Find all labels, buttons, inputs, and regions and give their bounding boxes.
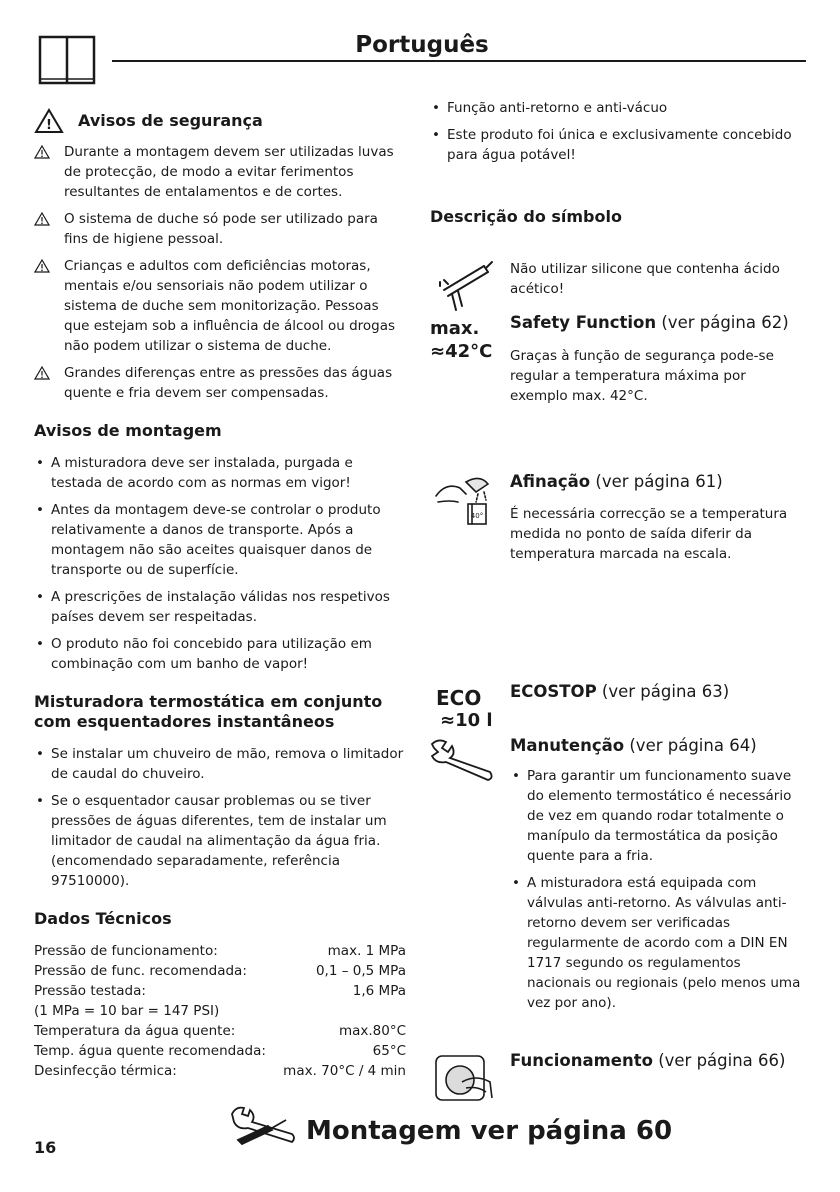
tools-icon — [228, 1104, 298, 1148]
svg-text:!: ! — [46, 118, 52, 133]
thermo-list — [34, 744, 406, 891]
tech-table — [34, 941, 406, 1081]
list-item: • O produto não foi concebido para utilização em combinação com um banho de vapor! — [34, 634, 406, 674]
afinacao-text: É necessária correcção se a temperatura medida no ponto de saída diferir da temperatura marcada na escala. — [510, 506, 788, 562]
list-item: • A misturadora deve ser instalada, purgada e testada de acordo com as normas em vigor! — [34, 453, 406, 493]
footer-title: Montagem ver página 60 — [306, 1116, 673, 1146]
tech-heading: Dados Técnicos — [34, 909, 172, 928]
safety-list — [34, 142, 406, 403]
manutencao-title: Manutenção (ver página 64) — [510, 736, 757, 755]
list-item: • Para garantir um funcionamento suave do elemento termostático é necessário de vez em quando rodar totalmente o manípulo da termostática da posição quente para a fria. — [510, 766, 806, 866]
spec-row: (1 MPa = 10 bar = 147 PSI) — [34, 1003, 220, 1019]
book-icon — [38, 35, 96, 85]
safety-function-text: Graças à função de segurança pode-se regular a temperatura máxima por exemplo max. 42°C. — [510, 348, 774, 404]
safety-function-title: Safety Function (ver página 62) — [510, 313, 789, 332]
safety-heading-row — [34, 108, 406, 134]
ecostop-title: ECOSTOP (ver página 63) — [510, 682, 730, 701]
assembly-list — [34, 453, 406, 674]
wrench-icon — [428, 738, 496, 782]
silicone-gun-icon — [438, 258, 494, 314]
feature-list — [430, 98, 806, 172]
calibration-icon — [432, 472, 494, 528]
list-item: • A misturadora está equipada com válvulas anti-retorno. As válvulas anti-retorno devem ser verificadas regularmente de acordo com a DIN EN 1717 segundo os regulamentos nacionais ou regionais (pelo menos uma vez por ano). — [510, 873, 806, 1013]
list-item: • Antes da montagem deve-se controlar o produto relativamente a danos de transporte. Após a montagem não são aceites quaisquer danos de transporte ou de superfície. — [34, 500, 406, 580]
symbol-heading: Descrição do símbolo — [430, 207, 622, 226]
spec-row: Pressão testada: 1,6 MPa — [34, 983, 406, 999]
warning-icon — [34, 145, 50, 159]
eco-label: ECO — [436, 686, 482, 710]
list-item: Crianças e adultos com deficiências motoras, mentais e/ou sensoriais não podem utilizar o sistema de duche sem monitorização. Pessoas que estejam sob a influência de álcool ou drogas não podem utilizar o sistema de duche. — [34, 256, 406, 356]
warning-icon — [34, 366, 50, 380]
spec-row: Pressão de func. recomendada: 0,1 – 0,5 MPa — [34, 963, 406, 979]
warning-icon — [34, 259, 50, 273]
page-number: 16 — [34, 1138, 57, 1157]
spec-row: Temperatura da água quente: max.80°C — [34, 1023, 406, 1039]
list-item: O sistema de duche só pode ser utilizado para fins de higiene pessoal. — [34, 209, 406, 249]
temp-label: ≈42°C — [430, 341, 493, 362]
spec-row: Desinfecção térmica: max. 70°C / 4 min — [34, 1063, 406, 1079]
max-label: max. — [430, 318, 480, 339]
list-item: • Se o esquentador causar problemas ou se tiver pressões de águas diferentes, tem de instalar um limitador de caudal na alimentação da água fria. (encomendado separadamente, referência 97510000). — [34, 791, 406, 891]
funcionamento-title: Funcionamento (ver página 66) — [510, 1051, 786, 1070]
list-item: • A prescrições de instalação válidas nos respetivos países devem ser respeitadas. — [34, 587, 406, 627]
maintenance-list — [510, 766, 806, 1020]
thermo-heading: Misturadora termostática em conjunto com esquentadores instantâneos — [34, 692, 383, 731]
gauge-label: 40° — [470, 512, 484, 520]
eco-flow-label: ≈10 l — [440, 710, 493, 731]
safety-heading: Avisos de segurança — [78, 111, 263, 130]
warning-icon — [34, 108, 64, 134]
list-item: • Função anti-retorno e anti-vácuo — [430, 98, 806, 118]
assembly-heading: Avisos de montagem — [34, 421, 222, 440]
spec-row: Pressão de funcionamento: max. 1 MPa — [34, 943, 406, 959]
silicone-text: Não utilizar silicone que contenha ácido acético! — [510, 261, 780, 297]
afinacao-title: Afinação (ver página 61) — [510, 472, 723, 491]
list-item: • Este produto foi única e exclusivamente concebido para água potável! — [430, 125, 806, 165]
header-divider — [112, 60, 806, 62]
page-title: Português — [355, 32, 489, 58]
left-column — [34, 108, 406, 1081]
list-item: • Se instalar um chuveiro de mão, remova o limitador de caudal do chuveiro. — [34, 744, 406, 784]
thermostat-knob-icon — [432, 1052, 496, 1102]
list-item: Grandes diferenças entre as pressões das águas quente e fria devem ser compensadas. — [34, 363, 406, 403]
warning-icon — [34, 212, 50, 226]
spec-row: Temp. água quente recomendada: 65°C — [34, 1043, 406, 1059]
list-item: Durante a montagem devem ser utilizadas luvas de protecção, de modo a evitar ferimentos resultantes de entalamentos e de cortes. — [34, 142, 406, 202]
